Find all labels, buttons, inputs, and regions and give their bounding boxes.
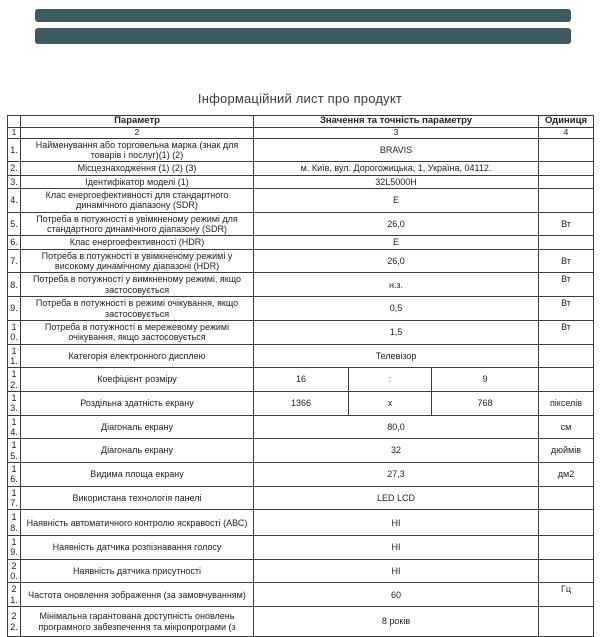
- table-row: [8, 236, 594, 249]
- unit-cell: [539, 368, 594, 392]
- unit-cell: дюймів: [539, 439, 594, 463]
- unit-cell: Вт: [539, 212, 594, 236]
- table-row: [8, 559, 594, 583]
- unit-cell: Гц: [539, 583, 594, 607]
- value-cell: 60: [254, 583, 539, 607]
- value-sub-cell: 1366: [254, 391, 349, 415]
- unit-cell: [539, 536, 594, 560]
- value-cell: 80,0: [254, 415, 539, 439]
- page-title: Інформаційний лист про продукт: [197, 91, 403, 106]
- row-number-cell: 14.: [8, 415, 21, 439]
- value-cell: 32: [254, 439, 539, 463]
- value-cell: 0,5: [254, 297, 539, 321]
- header-value-cell: Значення та точність параметру: [254, 116, 539, 128]
- parameter-cell: Використана технологія панелі: [21, 486, 254, 510]
- value-cell: н.з.: [254, 273, 539, 297]
- row-number-cell: 19.: [8, 536, 21, 560]
- row-number-cell: 5.: [8, 212, 21, 236]
- value-cell: НІ: [254, 536, 539, 560]
- header-unit-cell: Одиниця: [539, 116, 594, 128]
- index-cell: 1: [8, 127, 21, 138]
- parameter-cell: Коефіцієнт розміру: [21, 368, 254, 392]
- row-number-cell: 7.: [8, 249, 21, 273]
- unit-cell: [539, 344, 594, 368]
- header-parameter-cell: Параметр: [21, 116, 254, 128]
- value-cell: 26,0: [254, 249, 539, 273]
- table-row: [8, 510, 594, 536]
- table-header-row: [8, 116, 594, 128]
- table-row: [8, 273, 594, 297]
- index-cell: 3: [254, 127, 539, 138]
- unit-cell: Вт: [539, 320, 594, 344]
- unit-cell: дм2: [539, 462, 594, 486]
- value-cell: 27,3: [254, 462, 539, 486]
- table-row: [8, 344, 594, 368]
- row-number-cell: 17.: [8, 486, 21, 510]
- row-number-cell: 2.: [8, 162, 21, 175]
- unit-cell: [539, 189, 594, 213]
- value-cell: 26,0: [254, 212, 539, 236]
- value-cell: 1,5: [254, 320, 539, 344]
- value-cell: м. Київ, вул. Дорогожицька, 1, Україна, 04112.: [254, 162, 539, 175]
- value-cell: НІ: [254, 510, 539, 536]
- parameter-cell: Частота оновлення зображення (за замовчуванням): [21, 583, 254, 607]
- row-number-cell: 11.: [8, 344, 21, 368]
- product-info-table: [7, 115, 594, 637]
- table-row: [8, 162, 594, 175]
- row-number-cell: 6.: [8, 236, 21, 249]
- table-row: [8, 320, 594, 344]
- row-number-cell: 4.: [8, 189, 21, 213]
- parameter-cell: Категорія електронного дисплею: [21, 344, 254, 368]
- value-cell: BRAVIS: [254, 138, 539, 162]
- table-row: [8, 415, 594, 439]
- value-sub-cell: :: [349, 368, 432, 392]
- value-cell: 8 років: [254, 607, 539, 637]
- row-number-cell: 22.: [8, 607, 21, 637]
- parameter-cell: Місцезнаходження (1) (2) (3): [21, 162, 254, 175]
- parameter-cell: Наявність автоматичного контролю яскравості (АВС): [21, 510, 254, 536]
- unit-cell: Вт: [539, 273, 594, 297]
- unit-cell: [539, 559, 594, 583]
- unit-cell: [539, 236, 594, 249]
- table-row: [8, 486, 594, 510]
- value-cell: 32L5000H: [254, 175, 539, 188]
- table-row: [8, 189, 594, 213]
- index-cell: 2: [21, 127, 254, 138]
- table-row: [8, 175, 594, 188]
- row-number-cell: 10.: [8, 320, 21, 344]
- redacted-header-bar-1: [35, 9, 571, 22]
- row-number-cell: 13.: [8, 391, 21, 415]
- table-row: [8, 138, 594, 162]
- parameter-cell: Найменування або торговельна марка (знак для товарів і послуг)(1) (2): [21, 138, 254, 162]
- value-sub-cell: 9: [432, 368, 539, 392]
- parameter-cell: Мінімальна гарантована доступність оновлень програмного забезпечення та мікропрограми (з: [21, 607, 254, 637]
- row-number-cell: 12.: [8, 368, 21, 392]
- unit-cell: [539, 607, 594, 637]
- table-row: [8, 297, 594, 321]
- value-cell: НІ: [254, 559, 539, 583]
- row-number-cell: 21.: [8, 583, 21, 607]
- parameter-cell: Потреба в потужності в увімкненому режимі у високому динамічному діапазоні (HDR): [21, 249, 254, 273]
- table-row: [8, 536, 594, 560]
- parameter-cell: Потреба в потужності у вимкненому режимі, якщо застосовується: [21, 273, 254, 297]
- parameter-cell: Потреба в потужності в увімкненому режимі для стандартного динамічного діапазону (SDR): [21, 212, 254, 236]
- value-sub-cell: 16: [254, 368, 349, 392]
- parameter-cell: Наявність датчика розпізнавання голосу: [21, 536, 254, 560]
- unit-cell: Вт: [539, 249, 594, 273]
- parameter-cell: Клас енергоефективності (HDR): [21, 236, 254, 249]
- parameter-cell: Потреба в потужності в мережевому режимі очікування, якщо застосовується: [21, 320, 254, 344]
- parameter-cell: Клас енергоефективності для стандартного динамічного діапазону (SDR): [21, 189, 254, 213]
- table-row: [8, 368, 594, 392]
- value-cell: E: [254, 236, 539, 249]
- row-number-cell: 18.: [8, 510, 21, 536]
- value-sub-cell: x: [349, 391, 432, 415]
- parameter-cell: Ідентифікатор моделі (1): [21, 175, 254, 188]
- table-row: [8, 462, 594, 486]
- unit-cell: [539, 486, 594, 510]
- table-row: [8, 439, 594, 463]
- unit-cell: Вт: [539, 297, 594, 321]
- value-cell: E: [254, 189, 539, 213]
- parameter-cell: Діагональ екрану: [21, 439, 254, 463]
- table-row: [8, 583, 594, 607]
- table-row: [8, 391, 594, 415]
- parameter-cell: Видима площа екрану: [21, 462, 254, 486]
- table-row: [8, 212, 594, 236]
- redacted-header-bar-2: [35, 28, 571, 44]
- value-cell: LED LCD: [254, 486, 539, 510]
- value-cell: Телевізор: [254, 344, 539, 368]
- row-number-cell: 15.: [8, 439, 21, 463]
- table-row: [8, 607, 594, 637]
- row-number-cell: 8.: [8, 273, 21, 297]
- index-cell: 4: [539, 127, 594, 138]
- row-number-cell: 1.: [8, 138, 21, 162]
- table-row: [8, 249, 594, 273]
- unit-cell: [539, 138, 594, 162]
- parameter-cell: Наявність датчика присутності: [21, 559, 254, 583]
- unit-cell: пікселів: [539, 391, 594, 415]
- column-index-row: [8, 127, 594, 138]
- unit-cell: [539, 510, 594, 536]
- header-num-cell: [8, 116, 21, 128]
- unit-cell: [539, 162, 594, 175]
- parameter-cell: Потреба в потужності в режимі очікування, якщо застосовується: [21, 297, 254, 321]
- row-number-cell: 9.: [8, 297, 21, 321]
- parameter-cell: Роздільна здатність екрану: [21, 391, 254, 415]
- row-number-cell: 3.: [8, 175, 21, 188]
- unit-cell: см: [539, 415, 594, 439]
- value-sub-cell: 768: [432, 391, 539, 415]
- row-number-cell: 16.: [8, 462, 21, 486]
- unit-cell: [539, 175, 594, 188]
- parameter-cell: Діагональ екрану: [21, 415, 254, 439]
- row-number-cell: 20.: [8, 559, 21, 583]
